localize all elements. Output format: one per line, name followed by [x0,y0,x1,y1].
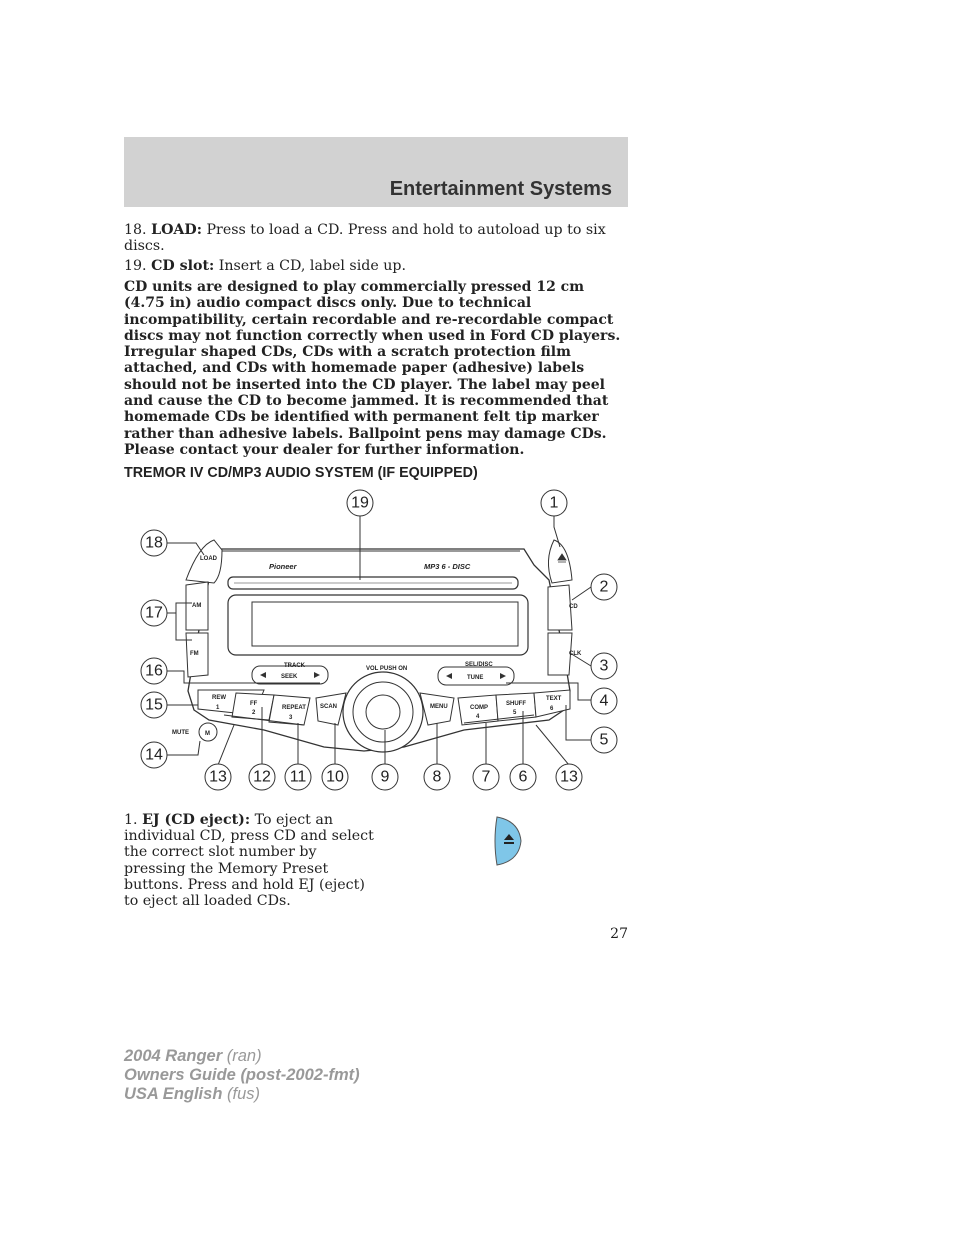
eject-term: EJ (CD eject): [142,812,251,828]
mute-m-label: M [205,731,210,737]
page-number: 27 [610,926,628,942]
eject-text: To eject an individual CD, press CD and select the correct slot number by pressing the Memory Preset buttons. Press and hold EJ (eject) to eject all loaded CDs. [124,812,374,910]
model-label: MP3 6 - DISC [424,562,471,571]
item-18-text: Press to load a CD. Press and hold to autoload up to six discs. [124,222,606,254]
menu-label: MENU [430,704,448,710]
footer-language: USA English [124,1085,223,1103]
callout-6: 6 [518,768,528,786]
item-19 [124,258,628,274]
comp-label: COMP [470,705,488,711]
seek-label: SEEK [281,674,298,680]
mute-label: MUTE [172,730,189,736]
cd-label: CD [569,604,578,610]
page-header [124,137,628,207]
callout-8: 8 [432,768,442,786]
shuff-label: SHUFF [506,701,526,707]
repeat-label: REPEAT [282,705,306,711]
preset-6-label: 6 [550,706,554,712]
callout-16: 16 [145,662,163,680]
preset-1-label: 1 [216,705,220,711]
callout-14: 14 [145,746,163,764]
item-18 [124,222,628,254]
volume-label: VOL PUSH ON [366,666,408,672]
ff-label: FF [250,701,258,707]
footer-language-code: (fus) [227,1085,260,1103]
item-18-label: LOAD: [151,222,202,238]
clk-label: CLK [569,651,582,657]
callout-18: 18 [145,534,163,552]
footer-guide: Owners Guide (post-2002-fmt) [124,1066,360,1084]
tune-label: TUNE [467,675,484,681]
radio-diagram [124,485,634,805]
callout-1: 1 [549,494,559,512]
brand-logo: Pioneer [269,562,297,571]
callout-3: 3 [599,657,609,675]
preset-2-label: 2 [252,710,256,716]
eject-description [124,812,374,909]
footer-model: 2004 Ranger [124,1047,223,1065]
callout-13-left: 13 [209,768,227,786]
rew-label: REW [212,695,226,701]
item-19-label: CD slot: [151,258,215,274]
preset-5-label: 5 [513,710,517,716]
scan-label: SCAN [320,704,338,710]
callout-12: 12 [253,768,271,786]
item-19-number: 19. [124,258,147,274]
text-label: TEXT [546,696,562,702]
preset-3-label: 3 [289,715,293,721]
volume-knob[interactable] [366,695,400,729]
header-title: Entertainment Systems [389,178,612,200]
preset-4-label: 4 [476,714,480,720]
callout-2: 2 [599,578,609,596]
section-title: TREMOR IV CD/MP3 AUDIO SYSTEM (IF EQUIPPED) [124,465,478,481]
callout-9: 9 [380,768,390,786]
item-19-text: Insert a CD, label side up. [218,258,406,274]
seldisc-label: SEL/DISC [465,662,493,668]
callout-13-right: 13 [560,768,578,786]
track-label: TRACK [284,663,305,669]
callout-11: 11 [289,768,307,786]
callout-5: 5 [599,731,609,749]
display-screen [252,602,518,646]
callout-7: 7 [481,768,491,786]
footer-model-code: (ran) [226,1047,262,1065]
cd-warning: CD units are designed to play commercially pressed 12 cm (4.75 in) audio compact discs only. Due to technical incompatibility, certain recordable and re-recordable compact discs may not function correctly when used in Ford CD players. Irregular shaped CDs, CDs with a scratch protection film attached, and CDs with homemade paper (adhesive) labels should not be inserted into the CD player. The label may peel and cause the CD to become jammed. It is recommended that homemade CDs be identified with permanent felt tip marker rather than adhesive labels. Ballpoint pens may damage CDs. Please contact your dealer for further information. [124,279,621,458]
eject-number: 1. [124,812,138,828]
callout-15: 15 [145,696,163,714]
preset-6-button[interactable] [534,690,570,717]
callout-4: 4 [599,692,609,710]
item-18-number: 18. [124,222,147,238]
am-label: AM [192,603,202,609]
load-label: LOAD [200,556,217,562]
fm-label: FM [190,651,199,657]
eject-icon [493,815,523,867]
callout-10: 10 [326,768,344,786]
callout-17: 17 [145,604,163,622]
footer [124,1047,360,1104]
callout-19: 19 [351,494,369,512]
